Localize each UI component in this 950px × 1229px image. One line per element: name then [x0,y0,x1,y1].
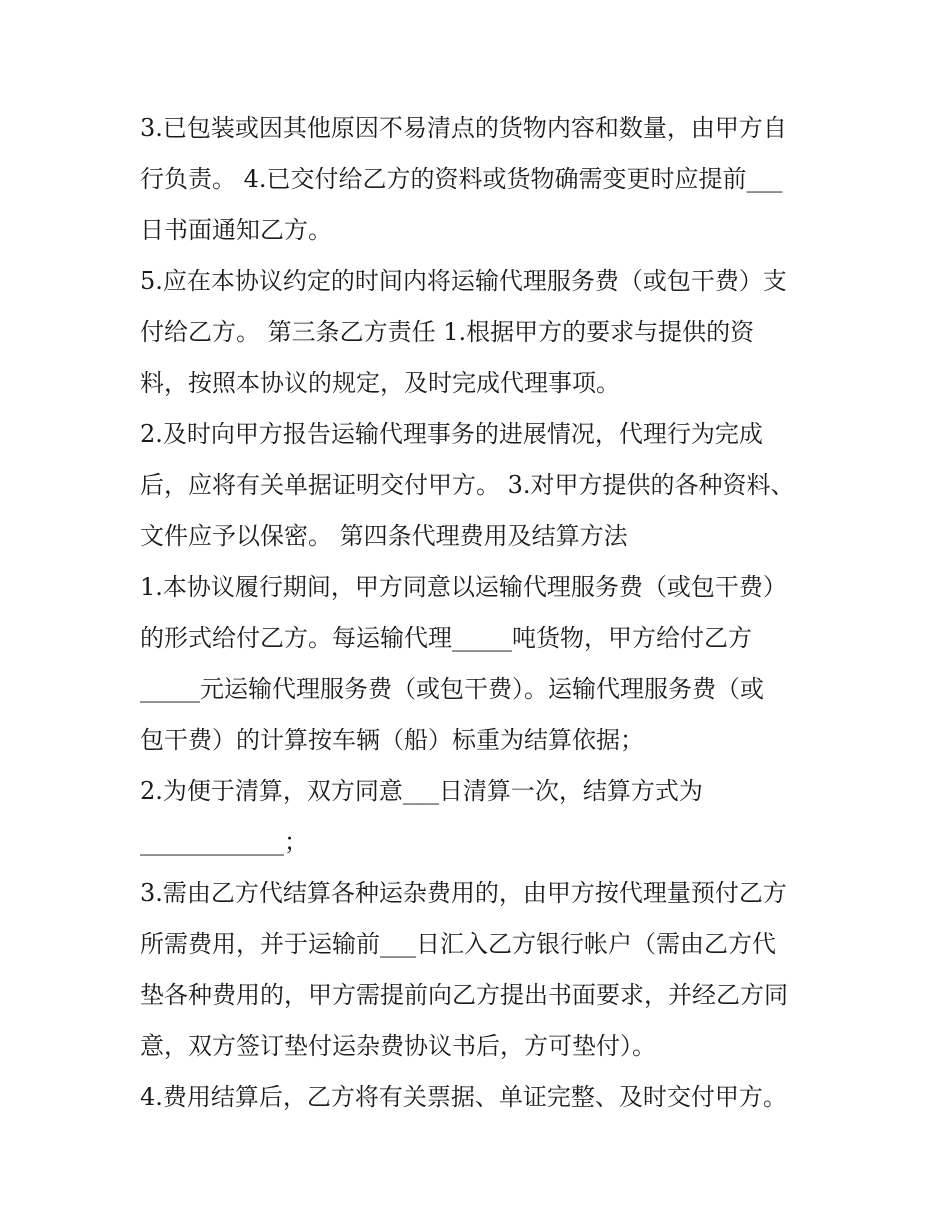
text-line: 5.应在本协议约定的时间内将运输代理服务费（或包干费）支 [140,267,787,295]
text-line: 的形式给付乙方。每运输代理_____吨货物，甲方给付乙方 [140,624,752,652]
text-line: 4.费用结算后，乙方将有关票据、单证完整、及时交付甲方。 [140,1083,787,1111]
text-line: 1.本协议履行期间，甲方同意以运输代理服务费（或包干费） [140,573,787,601]
text-line: 3.已包装或因其他原因不易清点的货物内容和数量，由甲方自 [140,114,787,142]
text-line: 包干费）的计算按车辆（船）标重为结算依据； [140,726,644,754]
text-line: 日书面通知乙方。 [140,216,332,244]
text-line: 所需费用，并于运输前___日汇入乙方银行帐户（需由乙方代 [140,930,776,958]
text-line: 3.需由乙方代结算各种运杂费用的，由甲方按代理量预付乙方 [140,879,787,907]
text-line: 意，双方签订垫付运杂费协议书后，方可垫付）。 [140,1032,656,1060]
text-line: _____元运输代理服务费（或包干费）。运输代理服务费（或 [140,675,764,703]
text-line: 2.及时向甲方报告运输代理事务的进展情况，代理行为完成 [140,420,763,448]
text-line: 后，应将有关单据证明交付甲方。 3.对甲方提供的各种资料、 [140,471,795,499]
document-body [140,103,820,1123]
text-line: 行负责。 4.已交付给乙方的资料或货物确需变更时应提前___ [140,165,783,193]
text-line: 垫各种费用的，甲方需提前向乙方提出书面要求，并经乙方同 [140,981,788,1009]
text-line: ____________； [140,828,308,856]
text-line: 付给乙方。 第三条乙方责任 1.根据甲方的要求与提供的资 [140,318,755,346]
text-line: 文件应予以保密。 第四条代理费用及结算方法 [140,522,628,550]
text-line: 料，按照本协议的规定，及时完成代理事项。 [140,369,620,397]
text-line: 2.为便于清算，双方同意___日清算一次，结算方式为 [140,777,703,805]
